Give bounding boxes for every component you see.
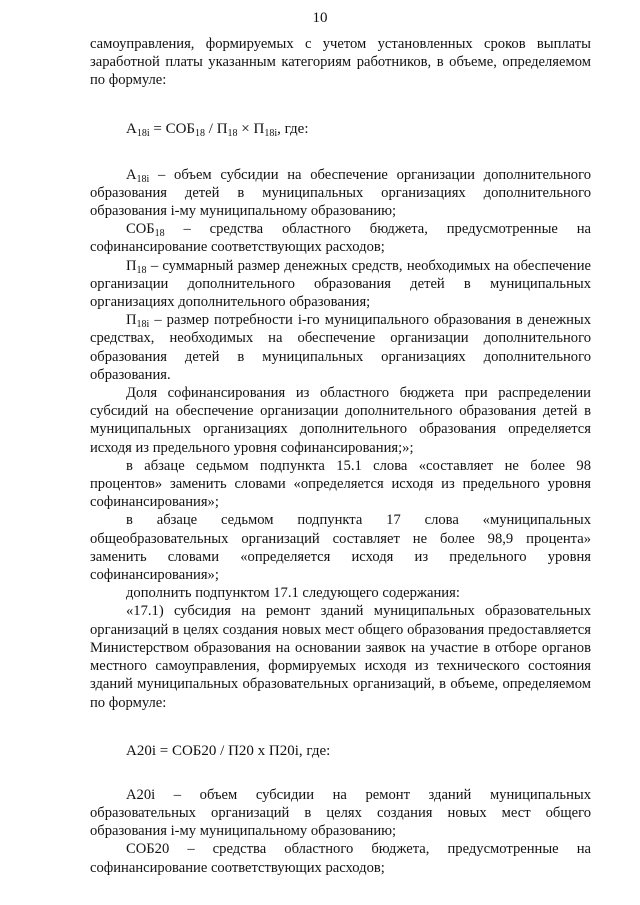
definition-sob18: $СОБ_{18}$ – средства областного бюджета, предусмотренные на софинансирование соответствующих расходов; (90, 221, 591, 256)
definition-p18: $П_{18}$ – суммарный размер денежных средств, необходимых на обеспечение организации дополнительного образования детей в муниципальных организациях дополнительного образования; (90, 257, 591, 311)
formula-a20: A20i = СОБ20 / П20 х П20i, где: (126, 742, 331, 759)
page-number: 10 (312, 10, 328, 26)
cofinancing-share-paragraph: Доля софинансирования из областного бюджета при распределении субсидий на обеспечение организации дополнительного образования детей в муниципальных организациях дополнительного образования определяется исходя из предельного уровня софинансирования;»; (90, 385, 591, 456)
document-body (90, 35, 591, 877)
definition-p18i: $П_{18i}$ – размер потребности i-го муниципального образования в денежных средствах, необходимых на обеспечение организации дополнительного образования детей в муниципальных организациях дополнительного образования. (90, 312, 591, 383)
amendment-add-17-1: дополнить подпунктом 17.1 следующего содержания: (126, 585, 460, 602)
definition-a18i: $A_{18i}$ – объем субсидии на обеспечение организации дополнительного образования детей в муниципальных организациях дополнительного образования i-му муниципальному образованию; (90, 166, 591, 220)
definition-a20i: A20i – объем субсидии на ремонт зданий муниципальных образовательных организаций в целях создания новых мест общего образования i-му муниципальному образованию; (90, 786, 591, 840)
amendment-15-1: в абзаце седьмом подпункта 15.1 слова «составляет не более 98 процентов» заменить словами «определяется исходя из предельного уровня софинансирования»; (90, 457, 591, 511)
definition-sob20: СОБ20 – средства областного бюджета, предусмотренные на софинансирование соответствующих расходов; (90, 841, 591, 876)
formula-a18: $A_{18i} = СОБ_{18} / П_{18} \times П_{18i}$, где: (126, 120, 309, 139)
amendment-17: в абзаце седьмом подпункта 17 слова «муниципальных общеобразовательных организаций составляет не более 98,9 процента» заменить словами «определяется исходя из предельного уровня софинансирования»; (90, 512, 591, 584)
intro-paragraph: самоуправления, формируемых с учетом установленных сроков выплаты заработной платы указанным категориям работников, в объеме, определяемом по формуле: (90, 36, 591, 89)
subparagraph-17-1: «17.1) субсидия на ремонт зданий муниципальных образовательных организаций в целях создания новых мест общего образования предоставляется Министерством образования на основании заявок на участие в отборе органов местного самоуправления, формируемых исходя из технического состояния зданий муниципальных образовательных организаций, в объеме, определяемом по формуле: (90, 603, 591, 711)
